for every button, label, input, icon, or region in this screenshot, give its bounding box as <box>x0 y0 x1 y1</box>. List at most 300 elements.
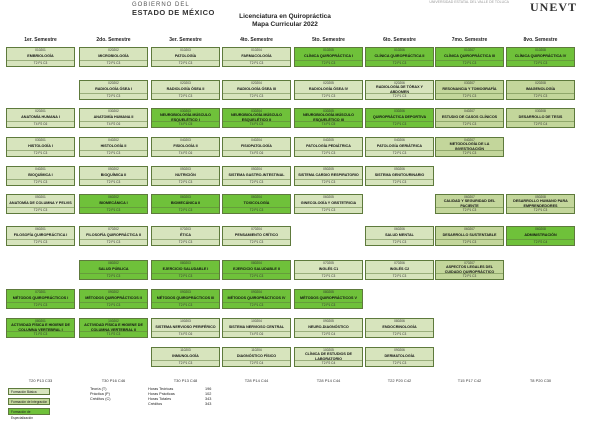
subject-card[interactable] <box>365 260 434 280</box>
subject-credits: T2 P1 C3 <box>436 60 503 66</box>
hours-value: 102 <box>205 392 212 396</box>
semester-total: T30 P13 C48 <box>173 378 198 383</box>
subject-card[interactable] <box>294 289 363 309</box>
subject-code: 070206 <box>394 261 405 265</box>
subject-code: 030206 <box>394 109 405 113</box>
subject-credits: T2 P2 C4 <box>507 121 574 127</box>
subject-code: 050208 <box>535 195 546 199</box>
subject-card[interactable] <box>151 166 220 186</box>
subject-credits: T2 P2 C4 <box>295 331 362 337</box>
subject-card[interactable] <box>365 166 434 186</box>
subject-code: 050205 <box>323 167 334 171</box>
subject-code: 040207 <box>464 138 475 142</box>
subject-card[interactable] <box>294 194 363 214</box>
subject-code: 020202 <box>108 48 119 52</box>
subject-card[interactable] <box>365 80 434 100</box>
subject-name: FISIOLOGÍA II <box>173 144 198 149</box>
subject-name: NEURO-DIAGNÓSTICO <box>308 325 349 330</box>
subject-code: 020206 <box>394 81 405 85</box>
subject-code: 110204 <box>251 348 262 352</box>
subject-credits: T2 P1 C3 <box>295 207 362 213</box>
subject-credits: T2 P1 C3 <box>152 60 219 66</box>
summary-label: Créditos (C) <box>90 397 111 401</box>
subject-code: 030207 <box>464 81 475 85</box>
subject-name: ACTIVIDAD FÍSICA E HIGIENE DE COLUMNA VERTEBRAL II <box>84 323 143 332</box>
legend-item: Formación de Especialización <box>8 408 50 415</box>
subject-code: 100205 <box>323 348 334 352</box>
subject-name: SALUD MENTAL <box>385 233 414 238</box>
subject-card[interactable] <box>222 47 291 67</box>
subject-credits: T2 P1 C3 <box>366 121 433 127</box>
subject-card[interactable] <box>151 47 220 67</box>
subject-code: 040203 <box>180 138 191 142</box>
subject-card[interactable] <box>294 347 363 367</box>
subject-name: RADIOLOGÍA ÓSEA I <box>95 87 132 92</box>
subject-code: 070207 <box>464 261 475 265</box>
subject-credits: T2 P1 C3 <box>80 239 147 245</box>
subject-name: DESARROLLO SUSTENTABLE <box>442 233 497 238</box>
subject-card[interactable] <box>294 80 363 100</box>
subject-credits: T4 P2 C6 <box>7 121 74 127</box>
subject-card[interactable] <box>79 260 148 280</box>
semester-total: T28 P14 C44 <box>244 378 269 383</box>
subject-card[interactable] <box>79 318 148 338</box>
subject-credits: T2 P1 C3 <box>366 179 433 185</box>
subject-name: ASPECTOS LEGALES DEL CUIDADO QUIROPRÁCTICO <box>444 265 495 274</box>
subject-credits: T2 P1 C3 <box>507 93 574 99</box>
subject-credits: T2 P1 C3 <box>7 60 74 66</box>
semester-total: T28 P14 C44 <box>316 378 341 383</box>
subject-card[interactable] <box>151 318 220 338</box>
subject-card[interactable] <box>365 347 434 367</box>
subject-code: 040205 <box>323 138 334 142</box>
subject-card[interactable] <box>222 226 291 246</box>
subject-card[interactable] <box>294 318 363 338</box>
subject-name: CLÍNICA DE ESTUDIOS DE LABORATORIO <box>305 352 352 361</box>
subject-code: 100202 <box>108 319 119 323</box>
subject-name: FARMACOLOGÍA <box>241 54 272 59</box>
semester-total: T15 P17 C42 <box>457 378 482 383</box>
subject-name: DESARROLLO DE TESIS <box>518 115 563 120</box>
subject-credits: T2 P1 C3 <box>295 273 362 279</box>
subject-credits: T2 P1 C3 <box>152 207 219 213</box>
subject-code: 070201 <box>35 290 46 294</box>
subject-name: TOXICOLOGÍA <box>243 201 270 206</box>
subject-code: 080205 <box>323 290 334 294</box>
summary-hours-labels <box>148 387 175 407</box>
subject-name: HISTOLOGÍA I <box>28 144 53 149</box>
semester-total: T22 P20 C42 <box>387 378 412 383</box>
subject-name: RADIOLOGÍA ÓSEA II <box>166 87 205 92</box>
subject-credits: T2 P1 C3 <box>366 273 433 279</box>
subject-card[interactable] <box>6 226 75 246</box>
subject-credits: T2 P1 C3 <box>223 302 290 308</box>
subject-credits: T2 P1 C3 <box>436 93 503 99</box>
subject-code: 090206 <box>394 348 405 352</box>
subject-name: CLÍNICA QUIROPRÁCTICA II <box>374 54 425 59</box>
semester-header: 2do. Semestre <box>96 37 131 43</box>
subject-name: CLÍNICA QUIROPRÁCTICA I <box>304 54 353 59</box>
subject-code: 080202 <box>108 261 119 265</box>
semester-header: 1er. Semestre <box>24 37 57 43</box>
subject-credits: T2 P1 C3 <box>436 150 503 156</box>
subject-name: RADIOLOGÍA ÓSEA III <box>237 87 276 92</box>
subject-code: 010205 <box>323 48 334 52</box>
subject-code: 060205 <box>323 195 334 199</box>
subject-code: 010207 <box>464 48 475 52</box>
semester-header: 6to. Semestre <box>383 37 416 43</box>
subject-card[interactable] <box>151 137 220 157</box>
subject-code: 050203 <box>180 167 191 171</box>
subject-name: MÉTODOS QUIROPRÁCTICOS I <box>12 296 69 301</box>
subject-name: CLÍNICA QUIROPRÁCTICA III <box>444 54 495 59</box>
subject-credits: T2 P1 C3 <box>223 93 290 99</box>
subject-card[interactable] <box>6 166 75 186</box>
subject-code: 080204 <box>251 261 262 265</box>
subject-name: ÉTICA <box>179 233 192 238</box>
subject-code: 060208 <box>535 227 546 231</box>
subject-card[interactable] <box>222 108 291 128</box>
subject-code: 090205 <box>323 319 334 323</box>
subject-name: NEUROBIOLOGÍA MÚSCULO ESQUELÉTICO II <box>230 113 283 122</box>
subject-card[interactable] <box>222 318 291 338</box>
subject-code: 080201 <box>35 319 46 323</box>
subject-code: 030204 <box>251 109 262 113</box>
subject-credits: T2 P1 C3 <box>223 239 290 245</box>
subject-name: INMUNOLOGÍA <box>172 354 199 359</box>
university-logo: UNEVT <box>529 0 577 14</box>
subject-code: 100203 <box>180 319 191 323</box>
subject-name: FISIOPATOLOGÍA <box>241 144 272 149</box>
subject-credits: T4 P2 C6 <box>223 331 290 337</box>
semester-total: T8 P20 C30 <box>529 378 552 383</box>
subject-name: EMBRIOLOGÍA <box>27 54 54 59</box>
subject-code: 050204 <box>251 167 262 171</box>
summary-labels <box>90 387 110 402</box>
page-subtitle: Mapa Curricular 2022 <box>252 21 318 28</box>
subject-credits: T4 P2 C6 <box>80 121 147 127</box>
subject-name: RADIOLOGÍA ÓSEA IV <box>308 87 349 92</box>
subject-name: INGLÉS C1 <box>318 267 339 272</box>
subject-code: 030208 <box>535 109 546 113</box>
subject-credits: T2 P1 C3 <box>366 239 433 245</box>
subject-card[interactable] <box>506 80 575 100</box>
subject-credits: T2 P1 C3 <box>152 239 219 245</box>
subject-name: RESONANCIA Y TOMOGRAFÍA <box>442 87 497 92</box>
subject-card[interactable] <box>79 137 148 157</box>
subject-code: 110203 <box>180 348 191 352</box>
subject-credits: T2 P1 C3 <box>7 207 74 213</box>
summary-label: Teoría (T) <box>90 387 107 391</box>
subject-code: 070205 <box>323 261 334 265</box>
subject-card[interactable] <box>79 226 148 246</box>
subject-credits: T2 P1 C3 <box>366 93 433 99</box>
subject-card[interactable] <box>151 260 220 280</box>
subject-credits: T4 P1 C5 <box>223 121 290 127</box>
subject-name: ACTIVIDAD FÍSICA E HIGIENE DE COLUMNA VERTEBRAL I <box>11 323 70 332</box>
subject-code: 050202 <box>108 167 119 171</box>
subject-credits: T2 P1 C3 <box>152 179 219 185</box>
subject-card[interactable] <box>435 47 504 67</box>
subject-name: PENSAMIENTO CRÍTICO <box>234 233 279 238</box>
subject-name: BIOQUÍMICA I <box>28 173 53 178</box>
subject-name: NEUROBIOLOGÍA MÚSCULO ESQUELÉTICO III <box>302 113 355 122</box>
subject-card[interactable] <box>222 137 291 157</box>
semester-total: T20 P13 C33 <box>28 378 53 383</box>
subject-name: SISTEMA NERVIOSO CENTRAL <box>228 325 285 330</box>
subject-credits: T2 P1 C3 <box>7 302 74 308</box>
subject-credits: T4 P2 C6 <box>223 150 290 156</box>
subject-card[interactable] <box>435 194 504 214</box>
semester-total: T30 P16 C46 <box>101 378 126 383</box>
subject-card[interactable] <box>294 137 363 157</box>
subject-name: DIAGNÓSTICO FÍSICO <box>236 354 277 359</box>
subject-code: 050201 <box>35 195 46 199</box>
subject-credits: T4 P2 C6 <box>152 150 219 156</box>
subject-credits: T4 P1 C5 <box>295 121 362 127</box>
subject-credits: T2 P1 C3 <box>152 302 219 308</box>
summary-hours-values <box>205 387 211 407</box>
subject-card[interactable] <box>365 137 434 157</box>
subject-name: FILOSOFÍA QUIROPRÁCTICA II <box>86 233 141 238</box>
subject-credits: T2 P1 C3 <box>366 60 433 66</box>
subject-credits: T2 P1 C3 <box>223 273 290 279</box>
subject-code: 020208 <box>535 81 546 85</box>
subject-code: 010208 <box>535 48 546 52</box>
subject-card[interactable] <box>294 260 363 280</box>
subject-credits: T2 P1 C3 <box>295 150 362 156</box>
subject-name: SISTEMA CARDIO RESPIRATORIO <box>298 173 359 178</box>
subject-card[interactable] <box>222 80 291 100</box>
subject-name: METODOLOGÍA DE LA INVESTIGACIÓN <box>449 142 490 151</box>
subject-code: 040202 <box>108 138 119 142</box>
subject-credits: T4 P1 C5 <box>152 121 219 127</box>
subject-credits: T2 P1 C3 <box>295 93 362 99</box>
subject-name: MÉTODOS QUIROPRÁCTICOS II <box>85 296 142 301</box>
subject-credits: T2 P1 C3 <box>152 93 219 99</box>
subject-name: SISTEMA NERVIOSO PERIFÉRICO <box>155 325 216 330</box>
subject-card[interactable] <box>151 194 220 214</box>
subject-card[interactable] <box>365 318 434 338</box>
subject-credits: T2 P1 C3 <box>295 179 362 185</box>
subject-code: 060206 <box>394 227 405 231</box>
subject-name: QUIROPRÁCTICA DEPORTIVA <box>372 115 427 120</box>
subject-code: 100204 <box>251 319 262 323</box>
semester-header: 7mo. Semestre <box>451 37 488 43</box>
subject-credits: T2 P2 C4 <box>295 360 362 366</box>
gov-big-text: ESTADO DE MÉXICO <box>132 8 215 17</box>
subject-code: 010206 <box>394 48 405 52</box>
subject-credits: T2 P1 C3 <box>7 150 74 156</box>
gov-small-text: GOBIERNO DEL <box>132 2 190 8</box>
subject-code: 020203 <box>180 81 191 85</box>
subject-code: 030201 <box>35 138 46 142</box>
summary-label: Práctica (P) <box>90 392 110 396</box>
subject-card[interactable] <box>365 226 434 246</box>
subject-name: MÉTODOS QUIROPRÁCTICOS V <box>300 296 357 301</box>
subject-card[interactable] <box>365 47 434 67</box>
subject-name: BIOMECÁNICA I <box>99 201 128 206</box>
subject-name: NUTRICIÓN <box>175 173 196 178</box>
subject-credits: T2 P1 C3 <box>366 331 433 337</box>
subject-card[interactable] <box>365 108 434 128</box>
subject-credits: T2 P1 C3 <box>80 302 147 308</box>
page-title: Licenciatura en Quiropráctica <box>239 13 331 20</box>
subject-code: 090203 <box>180 290 191 294</box>
subject-code: 060207 <box>464 195 475 199</box>
subject-card[interactable] <box>6 137 75 157</box>
subject-code: 020201 <box>35 109 46 113</box>
subject-card[interactable] <box>151 108 220 128</box>
subject-name: CLÍNICA QUIROPRÁCTICA IV <box>514 54 567 59</box>
subject-credits: T2 P1 C3 <box>436 273 503 279</box>
subject-code: 010201 <box>35 48 46 52</box>
subject-card[interactable] <box>506 226 575 246</box>
hours-value: 196 <box>205 387 212 391</box>
subject-credits: T2 P1 C3 <box>80 93 147 99</box>
subject-card[interactable] <box>151 80 220 100</box>
subject-code: 060201 <box>35 227 46 231</box>
subject-code: 090204 <box>251 290 262 294</box>
subject-code: 070203 <box>180 227 191 231</box>
subject-name: NEUROBIOLOGÍA MÚSCULO ESQUELÉTICO I <box>159 113 212 122</box>
subject-card[interactable] <box>435 226 504 246</box>
subject-credits: T2 P1 C3 <box>295 302 362 308</box>
subject-code: 030205 <box>323 109 334 113</box>
subject-credits: T2 P1 C3 <box>436 239 503 245</box>
subject-card[interactable] <box>79 80 148 100</box>
subject-code: 020204 <box>251 81 262 85</box>
subject-name: MICROBIOLOGÍA <box>98 54 129 59</box>
subject-credits: T2 P1 C3 <box>80 150 147 156</box>
subject-credits: T2 P1 C3 <box>80 273 147 279</box>
brand-subtitle: UNIVERSIDAD ESTATAL DEL VALLE DE TOLUCA <box>429 0 509 4</box>
hours-value: 343 <box>205 397 212 401</box>
subject-card[interactable] <box>6 108 75 128</box>
subject-card[interactable] <box>79 289 148 309</box>
subject-name: ENDOCRINOLOGÍA <box>382 325 417 330</box>
subject-credits: T2 P1 C3 <box>152 273 219 279</box>
subject-card[interactable] <box>6 289 75 309</box>
subject-name: DESARROLLO HUMANO PARA EMPRENDEDORES <box>513 199 568 208</box>
page-title-block <box>220 13 350 29</box>
subject-card[interactable] <box>435 137 504 157</box>
subject-name: PATOLOGÍA GERIÁTRICA <box>376 144 423 149</box>
subject-code: 010204 <box>251 48 262 52</box>
subject-name: ADMINISTRACIÓN <box>524 233 557 238</box>
subject-credits: T2 P1 C3 <box>7 239 74 245</box>
subject-name: FILOSOFÍA QUIROPRÁCTICA I <box>13 233 68 238</box>
subject-name: SALUD PÚBLICA <box>98 267 129 272</box>
subject-card[interactable] <box>151 289 220 309</box>
subject-name: EJERCICIO SALUDABLE I <box>162 267 209 272</box>
subject-card[interactable] <box>506 194 575 214</box>
subject-card[interactable] <box>79 166 148 186</box>
subject-credits: T2 P1 C3 <box>80 179 147 185</box>
subject-card[interactable] <box>222 289 291 309</box>
subject-card[interactable] <box>435 260 504 280</box>
subject-credits: T2 P1 C3 <box>223 207 290 213</box>
subject-card[interactable] <box>506 108 575 128</box>
subject-code: 050206 <box>394 167 405 171</box>
subject-card[interactable] <box>6 194 75 214</box>
subject-card[interactable] <box>506 47 575 67</box>
subject-name: BIOMECÁNICA II <box>170 201 201 206</box>
subject-card[interactable] <box>222 347 291 367</box>
subject-name: RADIOLOGÍA DE TÓRAX Y ABDOMEN <box>376 85 423 94</box>
subject-name: EJERCICIO SALUDABLE II <box>233 267 280 272</box>
subject-code: 060207 <box>464 227 475 231</box>
subject-credits: T2 P1 C3 <box>7 179 74 185</box>
subject-name: MÉTODOS QUIROPRÁCTICOS IV <box>227 296 286 301</box>
hours-label: Horas Totales <box>148 397 172 401</box>
subject-card[interactable] <box>79 47 148 67</box>
subject-credits: T2 P1 C3 <box>223 60 290 66</box>
subject-code: 060204 <box>251 195 262 199</box>
subject-card[interactable] <box>435 80 504 100</box>
subject-credits: T2 P1 C3 <box>436 207 503 213</box>
subject-card[interactable] <box>294 47 363 67</box>
subject-credits: T2 P2 C4 <box>223 360 290 366</box>
subject-card[interactable] <box>79 194 148 214</box>
subject-card[interactable] <box>294 166 363 186</box>
semester-header: 8vo. Semestre <box>523 37 558 43</box>
subject-name: ANATOMÍA HUMANA I <box>21 115 60 120</box>
subject-credits: T2 P1 C3 <box>80 207 147 213</box>
subject-credits: T2 P2 C4 <box>507 239 574 245</box>
subject-card[interactable] <box>6 318 75 338</box>
subject-code: 010203 <box>180 48 191 52</box>
subject-credits: T2 P1 C3 <box>295 60 362 66</box>
subject-code: 040204 <box>251 138 262 142</box>
subject-name: PATOLOGÍA <box>174 54 197 59</box>
subject-code: 040207 <box>464 109 475 113</box>
subject-name: SISTEMA GENITOURINARIO <box>374 173 425 178</box>
subject-card[interactable] <box>151 347 220 367</box>
subject-code: 040206 <box>394 138 405 142</box>
subject-name: GINECOLOGÍA Y OBSTETRICIA <box>300 201 357 206</box>
hours-value: 343 <box>205 402 212 406</box>
subject-code: 090202 <box>108 290 119 294</box>
subject-credits: T4 P2 C6 <box>152 331 219 337</box>
subject-card[interactable] <box>79 108 148 128</box>
subject-code: 080206 <box>394 319 405 323</box>
subject-card[interactable] <box>435 108 504 128</box>
subject-card[interactable] <box>151 226 220 246</box>
subject-card[interactable] <box>222 194 291 214</box>
subject-name: IMAGENOLOGÍA <box>525 87 556 92</box>
subject-name: ESTUDIO DE CASOS CLÍNICOS <box>441 115 498 120</box>
legend-item: Formación de Integración <box>8 398 50 405</box>
subject-name: ANATOMÍA HUMANA II <box>93 115 134 120</box>
subject-code: 020202 <box>108 81 119 85</box>
subject-card[interactable] <box>222 166 291 186</box>
subject-code: 080203 <box>180 261 191 265</box>
subject-code: 040201 <box>35 167 46 171</box>
semester-header: 3er. Semestre <box>169 37 202 43</box>
subject-credits: T1 P2 C3 <box>7 331 74 337</box>
subject-name: BIOQUÍMICA II <box>100 173 127 178</box>
subject-credits: T2 P1 C3 <box>507 60 574 66</box>
subject-card[interactable] <box>294 108 363 128</box>
subject-card[interactable] <box>6 47 75 67</box>
subject-code: 060203 <box>180 195 191 199</box>
subject-card[interactable] <box>222 260 291 280</box>
subject-name: MÉTODOS QUIROPRÁCTICOS III <box>156 296 215 301</box>
subject-credits: T2 P1 C3 <box>80 60 147 66</box>
subject-credits: T2 P1 C3 <box>436 121 503 127</box>
hours-label: Horas Prácticas <box>148 392 175 396</box>
